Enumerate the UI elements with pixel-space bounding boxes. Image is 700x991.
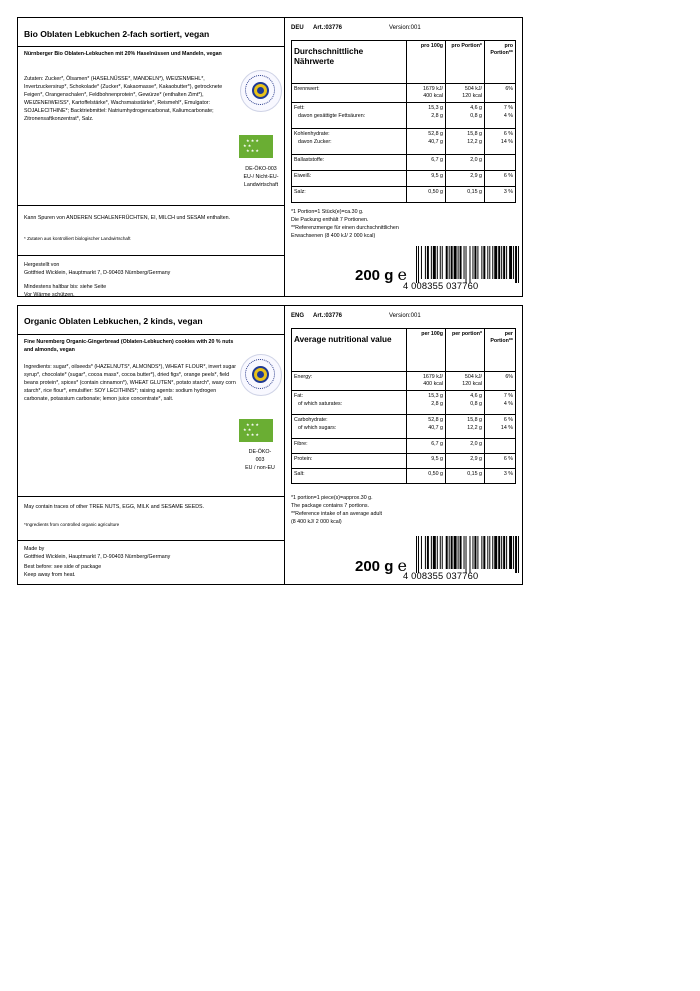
barcode-bar	[483, 536, 485, 569]
nutrition-row	[292, 439, 516, 454]
reference-intake-percent: 6 %	[485, 454, 516, 469]
column-header: per Portion**	[485, 329, 516, 372]
net-weight	[355, 556, 407, 575]
estimated-sign-icon: e	[397, 265, 407, 284]
barcode-bar	[518, 246, 519, 283]
value-per-100g: 9,5 g	[407, 171, 446, 187]
value-per-portion: 4,6 g 0,8 g	[446, 103, 485, 129]
label-panel-eng	[17, 305, 523, 585]
barcode-bar	[518, 536, 519, 573]
barcode-bar	[487, 536, 488, 569]
column-header: pro Portion**	[485, 41, 516, 84]
nutrient-label: Salz:	[292, 187, 407, 203]
nutrition-row	[292, 155, 516, 171]
barcode-bar	[427, 536, 429, 569]
manufacturer-info	[24, 261, 274, 277]
nutrient-label: Protein:	[292, 454, 407, 469]
reference-intake-percent: 6 %	[485, 171, 516, 187]
barcode-bar	[501, 246, 502, 279]
barcode-bar	[460, 536, 462, 569]
barcode-bar	[449, 246, 450, 279]
best-before-info	[24, 283, 274, 299]
nutrition-row	[292, 469, 516, 484]
nutrition-row	[292, 103, 516, 129]
eco-line: EU-/ Nicht-EU-	[243, 174, 279, 180]
footnote-line: **Reference intake of an average adult	[291, 511, 382, 517]
value-per-100g: 6,7 g	[407, 439, 446, 454]
barcode-bar	[442, 536, 443, 569]
best-line: Vor Wärme schützen.	[24, 292, 75, 299]
nutrition-row	[292, 391, 516, 415]
value-per-portion: 15,8 g 12,2 g	[446, 415, 485, 439]
barcode-bar	[489, 536, 490, 569]
value-per-portion: 2,9 g	[446, 454, 485, 469]
nuernberger-lebkuchen-seal-icon	[240, 70, 282, 112]
barcode-bar	[454, 536, 457, 569]
product-title: Bio Oblaten Lebkuchen 2-fach sortiert, vegan	[24, 29, 210, 39]
nutrition-row	[292, 84, 516, 103]
ingredients-text: Zutaten: Zucker*, Ölsamen* (HASELNÜSSE*, MANDELN*), WEIZENMEHL*, Invertzuckersirup*, Schokolade* (Zucker*, Kakaomasse*, Kakaobutter*), getrocknete Feigen*, Orangenschalen*, Feldbohnenprotein*, Gewürze* (enthalten Zimt*), WEIZENEIWEISS*, Kartoffelstärke*, Wachsmaisstärke*, Reismehl*, Emulgator: SOJALECITHINE*; Backtriebmittel: Natriumhydrogencarbonat, Kaliumcarbonate; Zitronensaftkonzentrat*, Salz.	[24, 76, 223, 123]
barcode-bar	[483, 246, 485, 279]
barcode-bar	[498, 246, 500, 279]
ean-number: 4 008355 037760	[403, 571, 479, 581]
barcode-bar	[418, 246, 419, 283]
nutrition-section	[285, 306, 524, 584]
barcode-bar	[440, 536, 441, 569]
barcode-bar	[472, 246, 473, 279]
nutrition-table	[291, 328, 516, 484]
barcode-bar	[489, 246, 490, 279]
barcode-bar	[474, 246, 476, 279]
nuernberger-lebkuchen-seal-icon	[240, 354, 282, 396]
reference-intake-percent: 3 %	[485, 469, 516, 484]
barcode-bar	[464, 536, 465, 569]
value-per-portion: 0,15 g	[446, 469, 485, 484]
barcode-bar	[477, 536, 478, 569]
barcode-bar	[451, 536, 453, 569]
nutrition-table-title: Durchschnittliche Nährwerte	[292, 41, 407, 84]
barcode-bar	[421, 536, 422, 569]
weight-value: 200 g	[355, 558, 394, 575]
barcode-bar	[416, 246, 417, 283]
best-before-info	[24, 563, 274, 579]
nutrient-label: Ballaststoffe:	[292, 155, 407, 171]
reference-intake-percent: 3 %	[485, 187, 516, 203]
organic-footnote: * Zutaten aus kontrolliert biologischer Landwirtschaft	[24, 236, 131, 241]
maker-line: Made by	[24, 546, 45, 552]
barcode-bar	[509, 536, 512, 569]
barcode-bar	[498, 536, 500, 569]
nutrition-header-row	[292, 41, 516, 84]
barcode-bar	[427, 246, 429, 279]
language-code: ENG	[291, 313, 305, 319]
footnote-line: *1 Portion=1 Stück(e)=ca.30 g.	[291, 209, 364, 215]
eco-line: 003	[255, 457, 265, 463]
eco-line: DE-ÖKO-003	[245, 166, 277, 172]
maker-line: Gottfried Wicklein, Hauptmarkt 7, D-90403 Nürnberg/Germany	[24, 270, 171, 277]
best-line: Best before: see side of package	[24, 564, 102, 570]
language-code: DEU	[291, 25, 304, 31]
barcode-bar	[425, 246, 426, 279]
nutrient-label: Carbohydrate: of which sugars:	[292, 415, 407, 439]
value-per-100g: 15,3 g 2,8 g	[407, 103, 446, 129]
barcode-bar	[458, 536, 459, 569]
maker-line: Hergestellt von	[24, 262, 60, 268]
product-subtitle: Nürnberger Bio Oblaten-Lebkuchen mit 20% Haselnüssen und Mandeln, vegan	[24, 51, 222, 57]
nutrition-row	[292, 415, 516, 439]
product-subtitle: Fine Nuremberg Organic-Gingerbread (Oblaten-Lebkuchen) cookies with 20 % nuts and almonds, vegan	[24, 339, 234, 353]
label-header	[291, 313, 421, 319]
reference-intake-percent: 6%	[485, 84, 516, 103]
footnote-line: Erwachsenen (8 400 kJ/ 2 000 kcal)	[291, 233, 376, 239]
value-per-100g: 1679 kJ/ 400 kcal	[407, 84, 446, 103]
nutrient-label: Fett: davon gesättigte Fettsäuren:	[292, 103, 407, 129]
value-per-portion: 504 kJ/ 120 kcal	[446, 372, 485, 391]
value-per-portion: 4,6 g 0,8 g	[446, 391, 485, 415]
barcode-bar	[469, 246, 470, 283]
barcode-bar	[449, 536, 450, 569]
eco-control-code	[240, 448, 280, 472]
nutrient-label: Salt:	[292, 469, 407, 484]
allergen-notice: May contain traces of other TREE NUTS, EGG, MILK and SESAME SEEDS.	[24, 504, 205, 510]
value-per-portion: 15,8 g 12,2 g	[446, 129, 485, 155]
value-per-100g: 52,8 g 40,7 g	[407, 415, 446, 439]
value-per-100g: 52,8 g 40,7 g	[407, 129, 446, 155]
nutrient-label: Energy:	[292, 372, 407, 391]
product-info-section	[18, 18, 284, 299]
weight-value: 200 g	[355, 267, 394, 284]
reference-intake-percent: 7 % 4 %	[485, 103, 516, 129]
value-per-100g: 0,50 g	[407, 469, 446, 484]
maker-divider	[18, 540, 284, 541]
barcode-bar	[431, 246, 432, 279]
column-header: pro Portion*	[446, 41, 485, 84]
barcode-bar	[437, 536, 438, 569]
value-per-portion: 2,0 g	[446, 155, 485, 171]
nutrition-row	[292, 187, 516, 203]
organic-footnote: *Ingredients from controlled organic agriculture	[24, 522, 120, 527]
barcode-bar	[416, 536, 417, 573]
barcode-bar	[437, 246, 438, 279]
barcode-bar	[513, 246, 514, 279]
barcode-bar	[464, 246, 465, 279]
footnote-line: Die Packung enthält 7 Portionen.	[291, 217, 369, 223]
nutrient-label: Brennwert:	[292, 84, 407, 103]
product-info-section	[18, 306, 284, 584]
barcode-bar	[418, 536, 419, 573]
footnote-line: (8 400 kJ/ 2 000 kcal)	[291, 519, 342, 525]
barcode-bar	[487, 246, 488, 279]
barcode-bar	[515, 536, 517, 573]
barcode-bar	[458, 246, 459, 279]
barcode-bar	[454, 246, 457, 279]
value-per-portion: 0,15 g	[446, 187, 485, 203]
eu-organic-leaf-icon: ★ ★ ★ ★ ★ ★ ★ ★	[239, 419, 273, 442]
nutrient-label: Fibre:	[292, 439, 407, 454]
eco-line: Landwirtschaft	[243, 182, 279, 188]
barcode-bar	[515, 246, 517, 283]
barcode-bar	[481, 246, 482, 279]
label-header	[291, 25, 421, 31]
value-per-100g: 6,7 g	[407, 155, 446, 171]
value-per-portion: 504 kJ/ 120 kcal	[446, 84, 485, 103]
barcode-bar	[509, 246, 512, 279]
barcode-bar	[442, 246, 443, 279]
barcode-bar	[506, 246, 507, 279]
reference-intake-percent: 6 % 14 %	[485, 129, 516, 155]
nutrition-header-row	[292, 329, 516, 372]
barcode-bar	[513, 536, 514, 569]
best-line: Mindestens haltbar bis: siehe Seite	[24, 284, 107, 290]
nutrition-row	[292, 129, 516, 155]
product-title: Organic Oblaten Lebkuchen, 2 kinds, vegan	[24, 316, 203, 326]
barcode-bar	[425, 536, 426, 569]
maker-line: Gottfried Wicklein, Hauptmarkt 7, D-90403 Nürnberg/Germany	[24, 554, 171, 561]
column-header: per 100g	[407, 329, 446, 372]
barcode-bar	[469, 536, 470, 573]
ean-number: 4 008355 037760	[403, 281, 479, 291]
barcode-bar	[431, 536, 432, 569]
portion-footnotes	[291, 494, 521, 526]
allergen-divider	[18, 205, 284, 206]
nutrition-table-title: Average nutritional value	[292, 329, 407, 372]
nutrition-section	[285, 18, 524, 296]
column-header: pro 100g	[407, 41, 446, 84]
net-weight	[355, 265, 407, 284]
value-per-100g: 1679 kJ/ 400 kcal	[407, 372, 446, 391]
maker-divider	[18, 255, 284, 256]
ean-barcode	[416, 246, 520, 283]
barcode-bar	[466, 246, 467, 283]
footnote-line: The package contains 7 portions.	[291, 503, 370, 509]
barcode-bar	[494, 246, 497, 279]
barcode-bar	[503, 536, 505, 569]
eco-line: DE-ÖKO-	[248, 449, 272, 455]
reference-intake-percent	[485, 155, 516, 171]
barcode-bar	[477, 246, 478, 279]
barcode-bar	[451, 246, 453, 279]
best-line: Keep away from heat.	[24, 572, 76, 579]
reference-intake-percent: 7 % 4 %	[485, 391, 516, 415]
title-divider	[18, 46, 284, 47]
reference-intake-percent: 6%	[485, 372, 516, 391]
nutrient-label: Fat: of which saturates:	[292, 391, 407, 415]
eu-organic-leaf-icon: ★ ★ ★ ★ ★ ★ ★ ★	[239, 135, 273, 158]
barcode-bar	[492, 246, 493, 279]
value-per-100g: 0,50 g	[407, 187, 446, 203]
ingredients-text: Ingredients: sugar*, oilseeds* (HAZELNUTS*, ALMONDS*), WHEAT FLOUR*, invert sugar syrup*, chocolate* (sugar*, cocoa mass*, cocoa butter*), dried figs*, orange peels*, field beans protein*, spices* (contain cinnamon*), WHEAT GLUTEN*, potato starch*, waxy corn starch*, rice flour*, emulsifier: SOY LECITHINS*; raising agents: sodium hydrogen carbonate, potassium carbonate; lemon juice concentrate*, salt.	[24, 364, 237, 403]
barcode-bar	[492, 536, 493, 569]
barcode-bar	[494, 536, 497, 569]
barcode-bar	[433, 246, 436, 279]
value-per-100g: 9,5 g	[407, 454, 446, 469]
allergen-divider	[18, 496, 284, 497]
estimated-sign-icon: e	[397, 556, 407, 575]
article-number: Art.:03776	[313, 25, 343, 31]
barcode-bar	[446, 536, 448, 569]
eco-control-code	[238, 165, 284, 189]
nutrient-label: Kohlenhydrate: davon Zucker:	[292, 129, 407, 155]
barcode-bar	[421, 246, 422, 279]
barcode-bar	[433, 536, 436, 569]
version-number: Version:001	[389, 313, 421, 319]
barcode-bar	[474, 536, 476, 569]
barcode-bar	[501, 536, 502, 569]
label-panel-deu	[17, 17, 523, 297]
title-divider	[18, 334, 284, 335]
article-number: Art.:03776	[313, 313, 343, 319]
barcode-bar	[481, 536, 482, 569]
value-per-portion: 2,9 g	[446, 171, 485, 187]
nutrition-table	[291, 40, 516, 203]
reference-intake-percent: 6 % 14 %	[485, 415, 516, 439]
barcode-bar	[506, 536, 507, 569]
ean-barcode	[416, 536, 520, 573]
reference-intake-percent	[485, 439, 516, 454]
portion-footnotes	[291, 208, 521, 240]
manufacturer-info	[24, 545, 274, 561]
barcode-bar	[472, 536, 473, 569]
value-per-100g: 15,3 g 2,8 g	[407, 391, 446, 415]
barcode-bar	[503, 246, 505, 279]
version-number: Version:001	[389, 25, 421, 31]
nutrition-row	[292, 372, 516, 391]
footnote-line: *1 portion=1 piece(s)=approx.30 g.	[291, 495, 373, 501]
allergen-notice: Kann Spuren von ANDEREN SCHALENFRÜCHTEN, EI, MILCH und SESAM enthalten.	[24, 215, 231, 221]
barcode-bar	[460, 246, 462, 279]
column-header: per portion*	[446, 329, 485, 372]
nutrient-label: Eiweiß:	[292, 171, 407, 187]
nutrition-row	[292, 454, 516, 469]
footnote-line: **Referenzmenge für einen durchschnittlichen	[291, 225, 399, 231]
barcode-bar	[446, 246, 448, 279]
nutrition-row	[292, 171, 516, 187]
barcode-bar	[440, 246, 441, 279]
barcode-bar	[466, 536, 467, 573]
eco-line: EU / non-EU	[245, 465, 275, 471]
value-per-portion: 2,0 g	[446, 439, 485, 454]
